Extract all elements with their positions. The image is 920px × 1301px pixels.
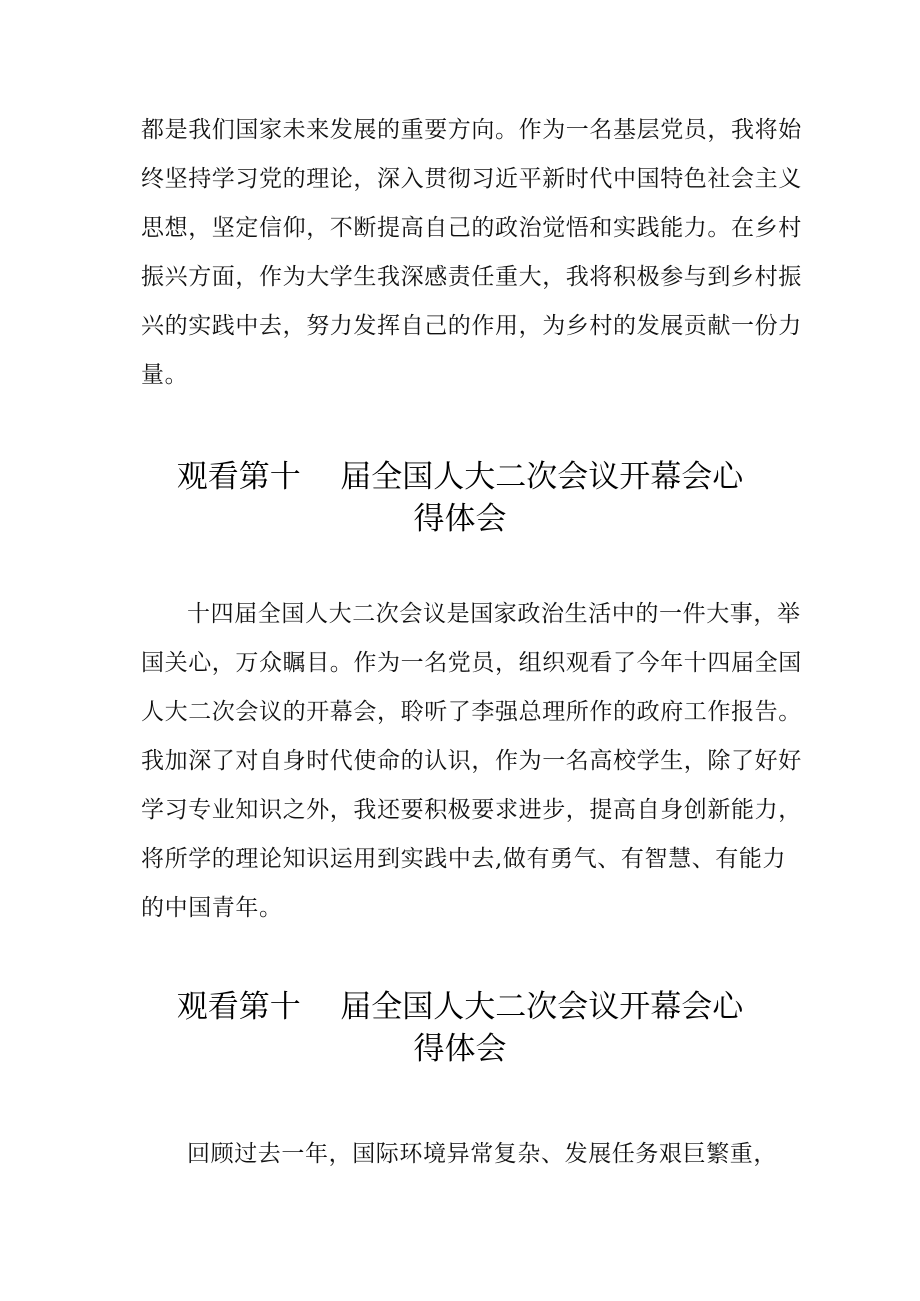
paragraph-line: 终坚持学习党的理论，深入贯彻习近平新时代中国特色社会主义	[141, 166, 802, 192]
heading-line: 得体会	[413, 1031, 507, 1067]
paragraph-line: 都是我们国家未来发展的重要方向。作为一名基层党员，我将始	[141, 117, 802, 143]
paragraph-line: 十四届全国人大二次会议是国家政治生活中的一件大事，举	[187, 601, 801, 627]
section-heading	[100, 456, 820, 540]
paragraph-line: 回顾过去一年，国际环境异常复杂、发展任务艰巨繁重，	[187, 1141, 777, 1167]
paragraph-body	[141, 1130, 801, 1179]
heading-line: 得体会	[413, 501, 507, 537]
paragraph-line: 兴的实践中去，努力发挥自己的作用，为乡村的发展贡献一份力	[141, 313, 802, 339]
paragraph-line: 国关心，万众瞩目。作为一名党员，组织观看了今年十四届全国	[141, 650, 802, 676]
paragraph-line: 的中国青年。	[141, 895, 283, 921]
paragraph-continuation	[141, 106, 801, 400]
paragraph-line: 振兴方面，作为大学生我深感责任重大，我将积极参与到乡村振	[141, 264, 802, 290]
paragraph-line: 思想，坚定信仰，不断提高自己的政治觉悟和实践能力。在乡村	[141, 215, 802, 241]
paragraph-line: 量。	[141, 362, 189, 388]
paragraph-line: 我加深了对自身时代使命的认识，作为一名高校学生，除了好好	[141, 748, 802, 774]
paragraph-line: 将所学的理论知识运用到实践中去,做有勇气、有智慧、有能力	[141, 846, 787, 872]
heading-line: 观看第十 届全国人大二次会议开幕会心	[176, 459, 744, 495]
heading-line: 观看第十 届全国人大二次会议开幕会心	[176, 989, 744, 1025]
paragraph-line: 学习专业知识之外，我还要积极要求进步，提高自身创新能力，	[141, 797, 802, 823]
section-heading	[100, 986, 820, 1070]
paragraph-line: 人大二次会议的开幕会，聆听了李强总理所作的政府工作报告。	[141, 699, 802, 725]
paragraph-body	[141, 590, 801, 933]
